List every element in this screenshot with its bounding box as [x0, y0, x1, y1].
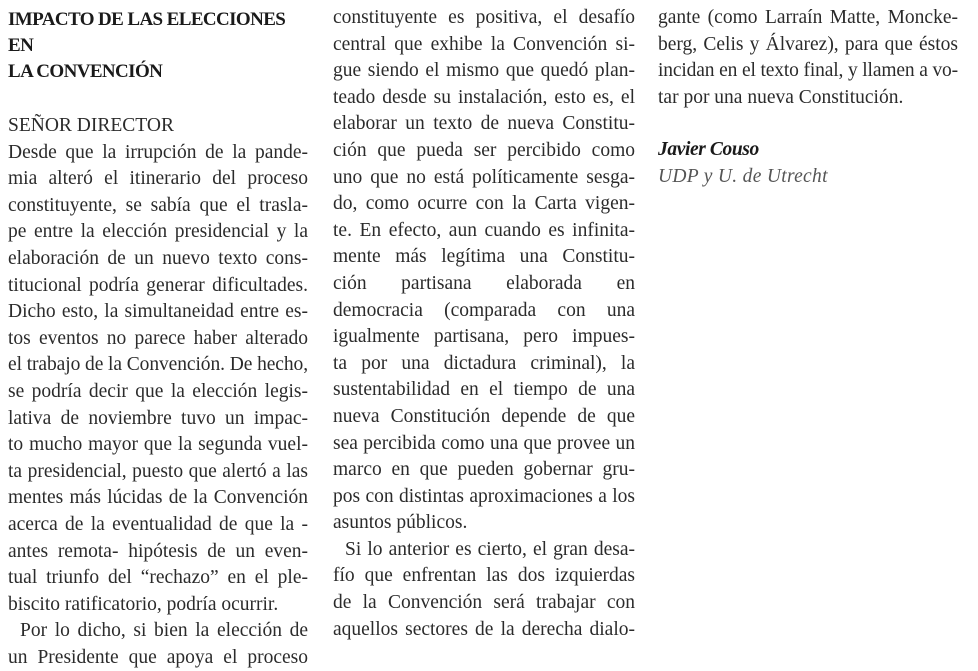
text-line: sea percibida como una que provee un — [333, 432, 635, 454]
text-line: marco en que pueden gobernar gru- — [333, 459, 635, 481]
text-line: constituyente, se sabía que el trasla- — [8, 194, 308, 216]
text-line: de la Convención será trabajar con — [333, 592, 635, 614]
title-line: LA CONVENCIÓN — [8, 61, 163, 82]
text-line: lativa de noviembre tuvo un impac- — [8, 407, 308, 429]
text-line: antes remota- hipótesis de un even- — [8, 540, 308, 562]
text-line: fío que enfrentan las dos izquierdas — [333, 565, 635, 587]
text-line: nueva Constitución depende de que — [333, 405, 635, 427]
column-3-body — [658, 5, 958, 111]
salutation: SEÑOR DIRECTOR — [8, 115, 174, 136]
text-line: Desde que la irrupción de la pande- — [8, 141, 308, 163]
signature-name: Javier Couso — [658, 139, 759, 161]
text-line: te. En efecto, aun cuando es infinita- — [333, 219, 635, 241]
column-1-body — [8, 140, 308, 671]
text-line: berg, Celis y Álvarez), para que éstos — [658, 33, 958, 55]
text-line: titucional podría generar dificultades. — [8, 274, 308, 296]
text-line: mentes más lúcidas de la Convención — [8, 487, 308, 509]
text-line: democracia (comparada con una — [333, 299, 635, 321]
text-line: mente más legítima una Constitu- — [333, 246, 635, 268]
text-line: un Presidente que apoya el proceso — [8, 646, 308, 668]
text-line: central que exhibe la Convención si- — [333, 33, 635, 55]
text-line: tar por una nueva Constitución. — [658, 86, 904, 108]
text-line: teado desde su instalación, esto es, el — [333, 86, 635, 108]
text-line: incidan en el texto final, y llamen a vo- — [658, 60, 958, 82]
text-line: Si lo anterior es cierto, el gran desa- — [345, 538, 635, 560]
text-line: constituyente es positiva, el desafío — [333, 7, 635, 28]
text-line: tos eventos no parece haber alterado — [8, 327, 308, 349]
signature-affiliation: UDP y U. de Utrecht — [658, 165, 828, 187]
text-line: igualmente partisana, pero impues- — [333, 326, 635, 348]
text-line: ta por una dictadura criminal), la — [333, 352, 635, 374]
column-3 — [658, 0, 958, 191]
text-line: mia alteró el itinerario del proceso — [8, 168, 308, 190]
text-line: acerca de la eventualidad de que la - — [8, 513, 308, 535]
text-line: Dicho esto, la simultaneidad entre es- — [8, 301, 308, 323]
text-line: gue siendo el mismo que quedó plan- — [333, 60, 635, 82]
letter-title — [8, 7, 308, 85]
column-2 — [333, 0, 635, 643]
text-line: do, como ocurre con la Carta vigen- — [333, 193, 635, 215]
text-line: to mucho mayor que la segunda vuel- — [8, 434, 308, 456]
text-line: asuntos públicos. — [333, 512, 468, 534]
text-line: pos con distintas aproximaciones a los — [333, 485, 635, 507]
text-line: tual triunfo del “rechazo” en el ple- — [8, 567, 308, 589]
text-line: pe entre la elección presidencial y la — [8, 221, 308, 243]
column-1 — [8, 0, 308, 671]
text-line: biscito ratificatorio, podría ocurrir. — [8, 593, 279, 615]
text-line: ción que pueda ser percibido como — [333, 139, 635, 161]
column-2-body — [333, 5, 635, 643]
text-line: elaborar un texto de nueva Constitu- — [333, 113, 635, 135]
text-line: ta presidencial, puesto que alertó a las — [8, 460, 308, 482]
text-line: Por lo dicho, si bien la elección de — [20, 620, 308, 642]
text-line: sustentabilidad en el tiempo de una — [333, 379, 635, 401]
text-line: se podría decir que la elección legis- — [8, 380, 308, 402]
text-line: ción partisana elaborada en — [333, 272, 635, 294]
text-line: elaboración de un nuevo texto cons- — [8, 247, 308, 269]
text-line: gante (como Larraín Matte, Moncke- — [658, 7, 958, 28]
title-line: IMPACTO DE LAS ELECCIONES EN — [8, 9, 286, 56]
text-line: el trabajo de la Convención. De hecho, — [8, 354, 308, 376]
text-line: uno que no está políticamente sesga- — [333, 166, 635, 188]
text-line: aquellos sectores de la derecha dialo- — [333, 618, 635, 640]
